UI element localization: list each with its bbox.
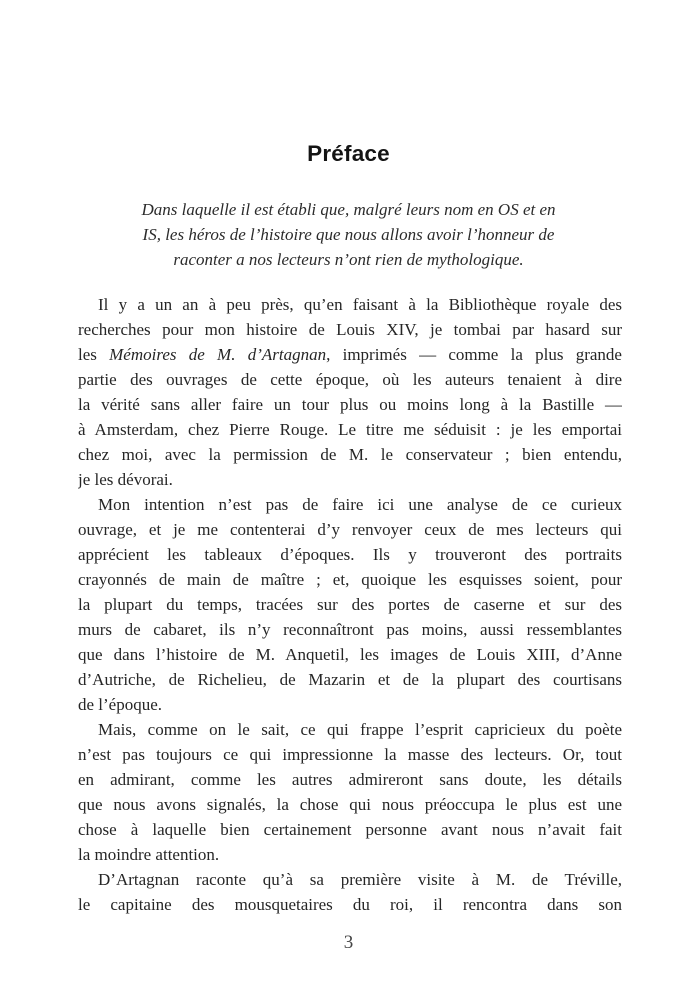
text-line: murs de cabaret, ils n’y reconnaîtront pas moins, aussi ressemblantes [78,620,622,639]
text-line: la vérité sans aller faire un tour plus ou moins long à la Bastille — [78,395,622,414]
text-line: ouvrage, et je me contenterai d’y renvoyer ceux de mes lecteurs qui [78,520,622,539]
body-text [78,292,622,917]
text-line: d’Autriche, de Richelieu, de Mazarin et de la plupart des courtisans [78,670,622,689]
text-line: le capitaine des mousquetaires du roi, il rencontra dans son [78,895,622,914]
text-line: la plupart du temps, tracées sur des portes de caserne et sur des [78,595,622,614]
text-line: n’est pas toujours ce qui impressionne la masse des lecteurs. Or, tout [78,745,622,764]
text-line: chez moi, avec la permission de M. le conservateur ; bien entendu, [78,445,622,464]
page-number: 3 [343,932,354,953]
text-line: recherches pour mon histoire de Louis XIV, je tombai par hasard sur [78,320,622,339]
text-line: Mais, comme on le sait, ce qui frappe l’esprit capricieux du poète [98,720,622,739]
text-line: crayonnés de main de maître ; et, quoique les esquisses soient, pour [78,570,622,589]
text-line: que dans l’histoire de M. Anquetil, les images de Louis XIII, d’Anne [78,645,622,664]
text-line: en admirant, comme les autres admireront sans doute, les détails [78,770,622,789]
chapter-title: Préface [307,141,390,166]
text-line: apprécient les tableaux d’époques. Ils y trouveront des portraits [78,545,622,564]
text-line: je les dévorai. [78,470,173,489]
epigraph-line: Dans laquelle il est établi que, malgré leurs nom en OS et en [141,200,556,219]
text-line: Mon intention n’est pas de faire ici une analyse de ce curieux [98,495,622,514]
text-line: D’Artagnan raconte qu’à sa première visite à M. de Tréville, [98,870,622,889]
text-line: les Mémoires de M. d’Artagnan, imprimés — comme la plus grande [78,345,622,364]
text-line: la moindre attention. [78,845,220,864]
epigraph-line: IS, les héros de l’histoire que nous allons avoir l’honneur de [142,225,555,244]
text-line: à Amsterdam, chez Pierre Rouge. Le titre me séduisit : je les emportai [78,420,622,439]
text-line: partie des ouvrages de cette époque, où les auteurs tenaient à dire [78,370,622,389]
text-line: chose à laquelle bien certainement personne avant nous n’avait fait [78,820,622,839]
epigraph [80,197,617,272]
text-line: que nous avons signalés, la chose qui nous préoccupa le plus est une [78,795,622,814]
text-line: de l’époque. [78,695,163,714]
epigraph-line: raconter a nos lecteurs n’ont rien de mythologique. [173,250,524,269]
text-line: Il y a un an à peu près, qu’en faisant à la Bibliothèque royale des [98,295,622,314]
